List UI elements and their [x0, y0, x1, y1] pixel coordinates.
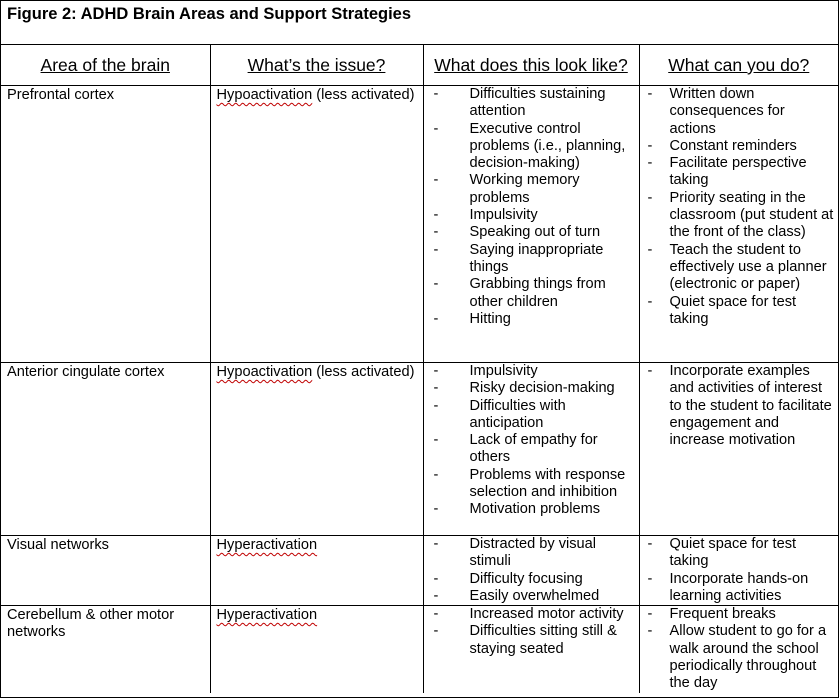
list-item: - Incorporate hands-on learning activities: [640, 571, 839, 606]
looks-like-list: [424, 606, 639, 658]
issue-term: Hypoactivation: [216, 364, 313, 380]
looks-like-cell: [423, 86, 639, 363]
list-item: - Teach the student to effectively use a planner (electronic or paper): [640, 242, 839, 294]
list-item: - Priority seating in the classroom (put student at the front of the class): [640, 190, 839, 242]
list-item: - Written down consequences for actions: [640, 86, 839, 138]
list-item: - Difficulties sitting still & staying seated: [424, 623, 639, 658]
issue-term: Hyperactivation: [216, 537, 318, 553]
list-item: - Lack of empathy for others: [424, 432, 639, 467]
list-item: - Impulsivity: [424, 207, 639, 224]
area-cell: [1, 536, 210, 606]
issue-note: (less activated): [312, 364, 415, 380]
list-item: - Risky decision-making: [424, 380, 639, 397]
list-item: - Increased motor activity: [424, 606, 639, 623]
table-row: [1, 86, 838, 363]
actions-cell: [639, 536, 838, 606]
looks-like-list: [424, 86, 639, 328]
header-issue-label: What’s the issue?: [247, 55, 386, 75]
list-item: - Impulsivity: [424, 363, 639, 380]
looks-like-cell: [423, 536, 639, 606]
issue-text: [211, 536, 423, 554]
header-actions-label: What can you do?: [668, 55, 810, 75]
issue-note: (less activated): [312, 87, 415, 103]
actions-list: [640, 536, 839, 605]
looks-like-cell: [423, 606, 639, 693]
list-item: - Hitting: [424, 311, 639, 328]
area-name: Cerebellum & other motor networks: [7, 607, 175, 641]
issue-cell: [210, 363, 423, 536]
header-looks-like: [423, 45, 639, 86]
area-name: Visual networks: [7, 537, 109, 553]
actions-cell: [639, 363, 838, 536]
table-row: [1, 363, 838, 536]
issue-cell: [210, 606, 423, 693]
list-item: - Working memory problems: [424, 172, 639, 207]
issue-term: Hyperactivation: [216, 607, 318, 624]
table-row: [1, 536, 838, 606]
area-cell: [1, 606, 210, 693]
list-item: - Quiet space for test taking: [640, 294, 839, 329]
list-item: - Easily overwhelmed: [424, 588, 639, 605]
list-item: - Allow student to go for a walk around the school periodically throughout the day: [640, 623, 839, 692]
list-item: - Executive control problems (i.e., planning, decision-making): [424, 121, 639, 173]
list-item: - Quiet space for test taking: [640, 536, 839, 571]
actions-list: [640, 606, 839, 692]
list-item: - Frequent breaks: [640, 606, 839, 623]
header-area-label: Area of the brain: [40, 55, 170, 75]
table-row: [1, 606, 838, 693]
list-item: - Difficulties sustaining attention: [424, 86, 639, 121]
area-cell: [1, 363, 210, 536]
looks-like-cell: [423, 363, 639, 536]
looks-like-list: [424, 536, 639, 605]
list-item: - Speaking out of turn: [424, 224, 639, 241]
list-item: - Saying inappropriate things: [424, 242, 639, 277]
area-name: Anterior cingulate cortex: [7, 364, 165, 380]
list-item: - Motivation problems: [424, 501, 639, 518]
list-item: - Difficulty focusing: [424, 571, 639, 588]
list-item: - Difficulties with anticipation: [424, 398, 639, 433]
strategies-table: [1, 45, 838, 693]
issue-text: [211, 86, 423, 104]
header-row: [1, 45, 838, 86]
list-item: - Problems with response selection and inhibition: [424, 467, 639, 502]
actions-list: [640, 86, 839, 328]
list-item: - Incorporate examples and activities of interest to the student to facilitate engagement and increase motivation: [640, 363, 839, 449]
issue-cell: [210, 86, 423, 363]
issue-cell: [210, 536, 423, 606]
header-area: [1, 45, 210, 86]
actions-list: [640, 363, 839, 449]
header-looks-like-label: What does this look like?: [434, 55, 628, 75]
looks-like-list: [424, 363, 639, 519]
header-actions: [639, 45, 838, 86]
actions-cell: [639, 606, 838, 693]
area-cell: [1, 86, 210, 363]
header-issue: [210, 45, 423, 86]
issue-text: [211, 363, 423, 381]
figure-title: Figure 2: ADHD Brain Areas and Support Strategies: [1, 1, 838, 45]
issue-text: [211, 606, 423, 624]
issue-term: Hypoactivation: [216, 87, 313, 103]
actions-cell: [639, 86, 838, 363]
list-item: - Distracted by visual stimuli: [424, 536, 639, 571]
area-name: Prefrontal cortex: [7, 87, 115, 103]
list-item: - Grabbing things from other children: [424, 276, 639, 311]
list-item: - Constant reminders: [640, 138, 839, 155]
list-item: - Facilitate perspective taking: [640, 155, 839, 190]
